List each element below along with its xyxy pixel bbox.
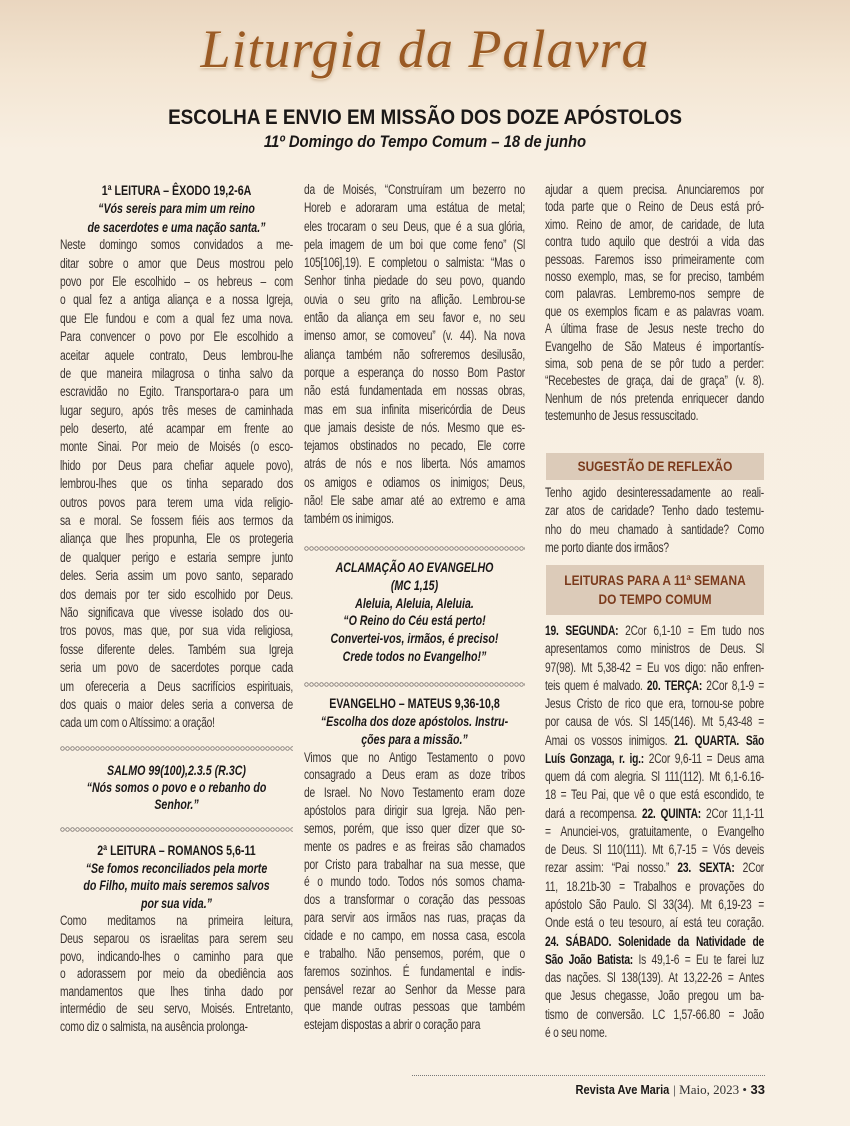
week-readings-title-line: DO TEMPO COMUM (598, 591, 712, 607)
section-logo-liturgia-da-palavra: Liturgia da Palavra (200, 19, 650, 79)
body-line: povo por Ele escolhido – os hebreus – com (60, 273, 293, 289)
page-subtitle: 11º Domingo do Tempo Comum – 18 de junho (263, 133, 587, 151)
section-quote: ções para a missão.” (361, 730, 468, 747)
body-line: o adorassem por meio da obediência aos (60, 966, 293, 982)
body-line: apóstolo São Paulo. Sl 33(34). Mt 6,19-23 = (545, 896, 764, 912)
body-line: lhido por Deus para chefiar aquele povo), (60, 457, 293, 473)
body-line (545, 732, 764, 750)
divider (304, 682, 525, 687)
section-quote: “Se fomos reconciliados pela morte (85, 859, 268, 876)
reading-text: Amai os vossos inimigos. (545, 732, 675, 748)
body-line: outros povos para terem uma vida religio- (60, 494, 293, 510)
body-line: sa e moral. Se fossem fiéis aos termos da (60, 513, 293, 529)
body-line (545, 677, 764, 695)
body-line: mandamentos que lhes tinha dado por (60, 983, 293, 999)
body-line: como diz o salmista, na ausência prolonga- (60, 1018, 248, 1034)
section-heading: EVANGELHO – MATEUS 9,36-10,8 (329, 695, 500, 711)
week-readings-title-box (546, 565, 764, 615)
body-line: das nações. Sl 138(139). At 13,22-26 = Antes (545, 970, 764, 986)
body-line: “Recebestes de graça, dai de graça” (v. 8). (545, 373, 764, 389)
body-line: nosso exemplo, mas, se for preciso, também (545, 268, 764, 284)
body-line: aliança que lhes propunha, Ele os protegeria (60, 531, 293, 547)
body-line: ditar sobre o amor que Deus mostrou pelo (60, 255, 293, 271)
body-line: de Deus. Sl 110(111). Mt 6,7-15 = Vós deveis (545, 842, 764, 858)
page-number: 33 (750, 1082, 765, 1097)
section-heading: 2ª LEITURA – ROMANOS 5,6-11 (97, 842, 256, 858)
day-label: São João Batista: (545, 951, 633, 967)
body-line: deles. Seria assim um povo santo, separado (60, 568, 293, 584)
body-line: lugar seguro, após três meses de caminhada (60, 402, 293, 418)
body-line: testemunho de Jesus ressuscitado. (545, 408, 699, 424)
reading-text: 2Cor 9,6-11 = Deus ama (644, 750, 764, 766)
body-line (545, 933, 764, 951)
section-quote: ACLAMAÇÃO AO EVANGELHO (335, 559, 494, 575)
reflection-title: SUGESTÃO DE REFLEXÃO (577, 458, 733, 474)
reading-text: 2Cor 11,1-11 (700, 805, 764, 821)
body-line: Senhor tinha piedade do seu povo, quando (304, 273, 525, 289)
body-line (545, 951, 764, 969)
body-line: para servir aos irmãos nas ruas, praças da (304, 910, 525, 926)
gospel-acclamation (304, 559, 525, 666)
body-line: que jamais desiste de nós. Mesmo que es- (304, 419, 525, 435)
body-line: Para convencer o povo por Ele escolhido a (60, 329, 293, 345)
issue-date: | Maio, 2023 • (673, 1082, 747, 1097)
body-line: A última frase de Jesus neste trecho do (545, 321, 764, 337)
body-line: intermédio de seu servo, Moisés. Entretanto, (60, 1001, 293, 1017)
body-line: 18 = Teu Pai, que vê o que está escondido, te (545, 787, 764, 803)
body-line: tros povos, mas que, por sua vida religiosa, (60, 623, 293, 639)
body-line: por causa de vós. Sl 145(146). Mt 5,43-48 = (545, 714, 764, 730)
body-line: imenso amor, se comoveu” (v. 44). Na nova (304, 328, 525, 344)
body-line: por Cristo para trabalhar na sua messe, que (304, 856, 525, 872)
body-line: é o mundo todo. Todos nós somos chama- (304, 874, 525, 890)
body-line: Nenhum de nós pretenda enriquecer dando (545, 390, 764, 406)
body-line (545, 750, 764, 768)
section-quote: “Nós somos o povo e o rebanho do (86, 779, 267, 796)
page-title: ESCOLHA E ENVIO EM MISSÃO DOS DOZE APÓSTOLOS (168, 106, 682, 129)
body-line: que Jesus chegasse, João pregou um ba- (545, 988, 764, 1004)
body-line: semos, porém, que isso quer dizer que so- (304, 820, 525, 836)
body-line: dos a transformar o coração das pessoas (304, 892, 525, 908)
body-line: lembrou-lhes que os tinha separado dos (60, 476, 293, 492)
body-line: pensável rezar ao Senhor da Messe para (304, 981, 525, 997)
body-line: apresentamos como ministros de Deus. Sl (545, 641, 764, 657)
body-line: ximo. Reino de amor, de caridade, de luta (545, 216, 764, 232)
body-line: ajudar a quem precisa. Anunciaremos por (545, 182, 764, 197)
body-line: Evangelho de São Mateus é importantís- (545, 338, 764, 354)
body-line: tismo de conversão. LC 1,57-66.80 = João (545, 1006, 764, 1022)
day-label: 24. SÁBADO. Solenidade da Natividade de (545, 933, 764, 949)
reading-text: teis quem é malvado. (545, 677, 647, 693)
body-line: que os exemplos ficam e as palavras voam. (545, 303, 764, 319)
body-line: tejamos obstinados no pecado, Ele corre (304, 438, 525, 454)
body-line: os amigos e odiamos os inimigos; Deus, (304, 474, 525, 490)
body-line: de que maneira milagrosa o tinha salvo da (60, 365, 293, 381)
reading-text: 2Cor 8,1-9 = (702, 677, 764, 693)
body-line: zar atos de caridade? Tenho dado testemu- (545, 503, 764, 519)
body-line: contra tudo aquilo que destrói a vida das (545, 234, 764, 250)
reading-text: Is 49,1-6 = Eu te farei luz (632, 951, 764, 967)
body-line: cada um com o Altíssimo: a oração! (60, 715, 215, 731)
divider (60, 827, 293, 832)
body-line: atrás de nós e nos liberta. Nós amamos (304, 456, 525, 472)
body-line: de Israel. No Novo Testamento eram doze (304, 785, 525, 801)
divider (304, 546, 525, 551)
magazine-name: Revista Ave Maria (575, 1082, 670, 1097)
section-quote: do Filho, muito mais seremos salvos (83, 877, 270, 894)
body-line: porque a esperança do nosso Bom Pastor (304, 364, 525, 380)
second-reading-continued (304, 181, 525, 529)
day-label: 23. SEXTA: (677, 860, 735, 876)
second-reading (60, 842, 293, 1036)
reading-text: 2Cor 6,1-10 = Em tudo nos (618, 623, 764, 638)
body-line: que Ele fundou e com a qual fez uma nova. (60, 310, 293, 326)
body-line: apóstolos para dirigir sua Igreja. Não pen- (304, 803, 525, 819)
body-line: não! Ele sabe amar até ao extremo e ama (304, 493, 525, 509)
section-quote: SALMO 99(100),2.3.5 (R.3C) (107, 762, 246, 778)
first-reading (60, 181, 293, 733)
week-readings (545, 622, 764, 1042)
body-line: um ofereceria a Deus sacrifícios espirituais, (60, 678, 293, 694)
day-label: 22. QUINTA: (641, 805, 701, 821)
body-line: 105[106],19). E completou o salmista: “Mas o (304, 255, 525, 271)
section-quote: Convertei-vos, irmãos, é preciso! (330, 630, 499, 647)
body-line: 11, 18.21b-30 = Trabalhos e provações do (545, 878, 764, 894)
section-quote: “O Reino do Céu está perto! (343, 612, 486, 629)
body-line: é o seu nome. (545, 1024, 608, 1040)
reading-text: rezar assim: “Pai nosso.” (545, 860, 678, 876)
body-line: fosse diferente deles. Também sua Igreja (60, 641, 293, 657)
reading-text: 2Cor (734, 860, 764, 876)
section-quote: de sacerdotes e uma nação santa.” (87, 218, 266, 235)
body-line: o qual fez a antiga aliança e a nossa Igreja, (60, 292, 293, 308)
body-line: quem dá com alegria. Sl 111(112). Mt 6,1-6.16- (545, 769, 764, 785)
section-quote: por sua vida.” (141, 894, 212, 911)
body-line: cidade e no campo, em nossa casa, escola (304, 927, 525, 943)
body-line: Não significava que vivesse isolado dos ou- (60, 604, 293, 620)
reflection-title-box (546, 453, 764, 480)
body-line: me porto diante dos irmãos? (545, 539, 669, 555)
body-line: faremos sozinhos. É fundamental e indis- (304, 963, 525, 979)
body-line: dos quais o maior deles seria a conversa de (60, 696, 293, 712)
day-label: 19. SEGUNDA: (545, 623, 619, 638)
day-label: Luís Gonzaga, r. ig.: (545, 750, 645, 766)
body-line: escravidão no Egito. Transportara-o para um (60, 384, 293, 400)
body-line: da de Moisés, “Construíram um bezerro no (304, 182, 525, 197)
body-line (545, 859, 764, 877)
body-line: ouvia o seu grito na aflição. Lembrou-se (304, 291, 525, 307)
body-line: dos demais por ter sido escolhido por Deus. (60, 586, 293, 602)
body-line: Jesus Cristo de rico que era, tornou-se pobre (545, 696, 764, 712)
section-quote: “Vós sereis para mim um reino (98, 200, 255, 217)
reading-text: dará a recompensa. (545, 805, 642, 821)
body-line: não está fundamentada em nossas obras, (304, 383, 525, 399)
section-heading: 1ª LEITURA – ÊXODO 19,2-6A (101, 182, 252, 198)
reflection-text (545, 484, 764, 557)
section-quote: Aleluia, Aleluia, Aleluia. (355, 594, 474, 611)
body-line: Tenho agido desinteressadamente ao reali- (545, 485, 764, 500)
body-line: Onde está o teu tesouro, aí está teu coração. (545, 915, 764, 931)
body-line: mas em sua infinita misericórdia de Deus (304, 401, 525, 417)
body-line: seria um povo de sacerdotes porque cada (60, 660, 293, 676)
section-quote: “Escolha dos doze apóstolos. Instru- (320, 712, 509, 729)
body-line: 97(98). Mt 5,38-42 = Eu vos digo: não enfren- (545, 659, 764, 675)
day-label: 20. TERÇA: (646, 677, 703, 693)
body-line: Neste domingo somos convidados a me- (60, 237, 293, 253)
body-line: aceitar aquele contrato, Deus lembrou-lhe (60, 347, 293, 363)
section-quote: Senhor.” (154, 796, 199, 813)
body-line: Como meditamos na primeira leitura, (60, 913, 293, 929)
divider (60, 746, 293, 751)
body-line (545, 805, 764, 823)
week-readings-title-line: LEITURAS PARA A 11ª SEMANA (564, 572, 746, 588)
body-line: e trabalho. Não pensemos, porém, que o (304, 945, 525, 961)
body-line: de qualquer perigo e estaria sempre junto (60, 549, 293, 565)
psalm (60, 762, 293, 814)
body-line: toda parte que o Reino de Deus está pró- (545, 199, 764, 215)
body-line: sima, sob pena de se pôr tudo a perder: (545, 355, 764, 371)
gospel (304, 695, 525, 1034)
body-line: estejam dispostas a abrir o coração para (304, 1017, 481, 1033)
body-line: também os inimigos. (304, 511, 394, 527)
body-line: monte Sinai. Por meio de Moisés (o esco- (60, 439, 293, 455)
body-line (545, 622, 764, 640)
day-label: 21. QUARTA. São (674, 732, 764, 748)
body-line: = Anunciei-vos, gratuitamente, o Evangelho (545, 823, 764, 839)
body-line: com palavras. Lembremo-nos sempre de (545, 286, 764, 302)
body-line: pelo deserto, até acampar em frente ao (60, 421, 293, 437)
body-line: nho do meu chamado à santidade? Como (545, 521, 764, 537)
body-line: aliança também não sofreremos desilusão, (304, 346, 525, 362)
body-line: Horeb e adoraram uma estátua de metal; (304, 200, 525, 216)
section-quote: Crede todos no Evangelho!” (342, 647, 487, 664)
body-line: povo, indicando-lhes o caminho para que (60, 948, 293, 964)
body-line: Deus separou os israelitas para serem seu (60, 930, 293, 946)
body-line: eles trocaram o seu Deus, que é a sua glória, (304, 218, 525, 234)
footer-divider (412, 1075, 765, 1076)
body-line: consagrado a Deus eram as doze tribos (304, 767, 525, 783)
body-line: mente os padres e as freiras são chamados (304, 838, 525, 854)
gospel-reflection-continued (545, 181, 764, 424)
body-line: pessoas. Faremos isso primeiramente com (545, 251, 764, 267)
body-line: então da aliança em seu favor e, no seu (304, 310, 525, 326)
body-line: Vimos que no Antigo Testamento o povo (304, 749, 525, 765)
section-quote: (MC 1,15) (390, 576, 439, 593)
footer (559, 1082, 765, 1098)
body-line: pela imagem de um boi que come feno” (Sl (304, 236, 525, 252)
body-line: que mande outras pessoas que também (304, 999, 525, 1015)
